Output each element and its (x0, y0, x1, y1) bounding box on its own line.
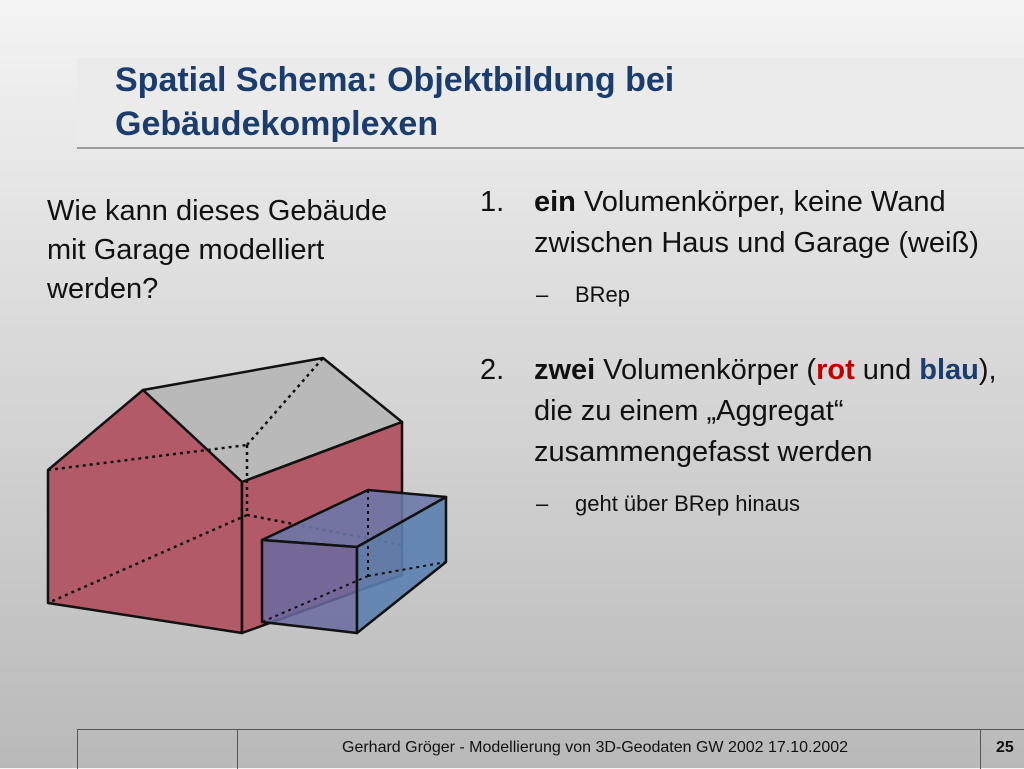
house-garage-diagram (40, 350, 460, 650)
item-text-c: ), die zu einem „Aggregat“ zusammengefasst werden (534, 354, 997, 468)
garage-front (262, 540, 357, 633)
red-word: rot (816, 354, 855, 386)
sub-dash: – (536, 282, 549, 307)
sub-item-2 (480, 489, 1000, 519)
sub-item-1 (480, 280, 1000, 310)
sub-item-text: BRep (575, 282, 631, 307)
list-item-1 (480, 182, 1000, 264)
question-text: Wie kann dieses Gebäude mit Garage modelliert werden? (47, 195, 388, 305)
footer-text: Gerhard Gröger - Modellierung von 3D-Geodaten GW 2002 17.10.2002 (342, 739, 849, 756)
footer-cell (980, 730, 981, 769)
item-number: 2. (480, 354, 505, 386)
sub-item-text: geht über BRep hinaus (575, 491, 801, 516)
slide-title: Spatial Schema: Objektbildung bei Gebäudekomplexen (115, 61, 675, 143)
item-text: Volumenkörper, keine Wand zwischen Haus und Garage (weiß) (534, 186, 979, 259)
blue-word: blau (919, 354, 979, 386)
list-item-2 (480, 350, 1000, 473)
sub-dash: – (536, 491, 549, 516)
footer-cell (237, 730, 238, 769)
answer-list (480, 182, 1000, 519)
item-bold: ein (534, 186, 576, 218)
item-text-b: und (854, 354, 920, 386)
item-number: 1. (480, 186, 505, 218)
item-bold: zwei (534, 354, 596, 386)
title-rule (77, 147, 1024, 149)
footer-cell (77, 730, 78, 769)
page-number: 25 (996, 739, 1014, 756)
item-text-a: Volumenkörper ( (595, 354, 817, 386)
